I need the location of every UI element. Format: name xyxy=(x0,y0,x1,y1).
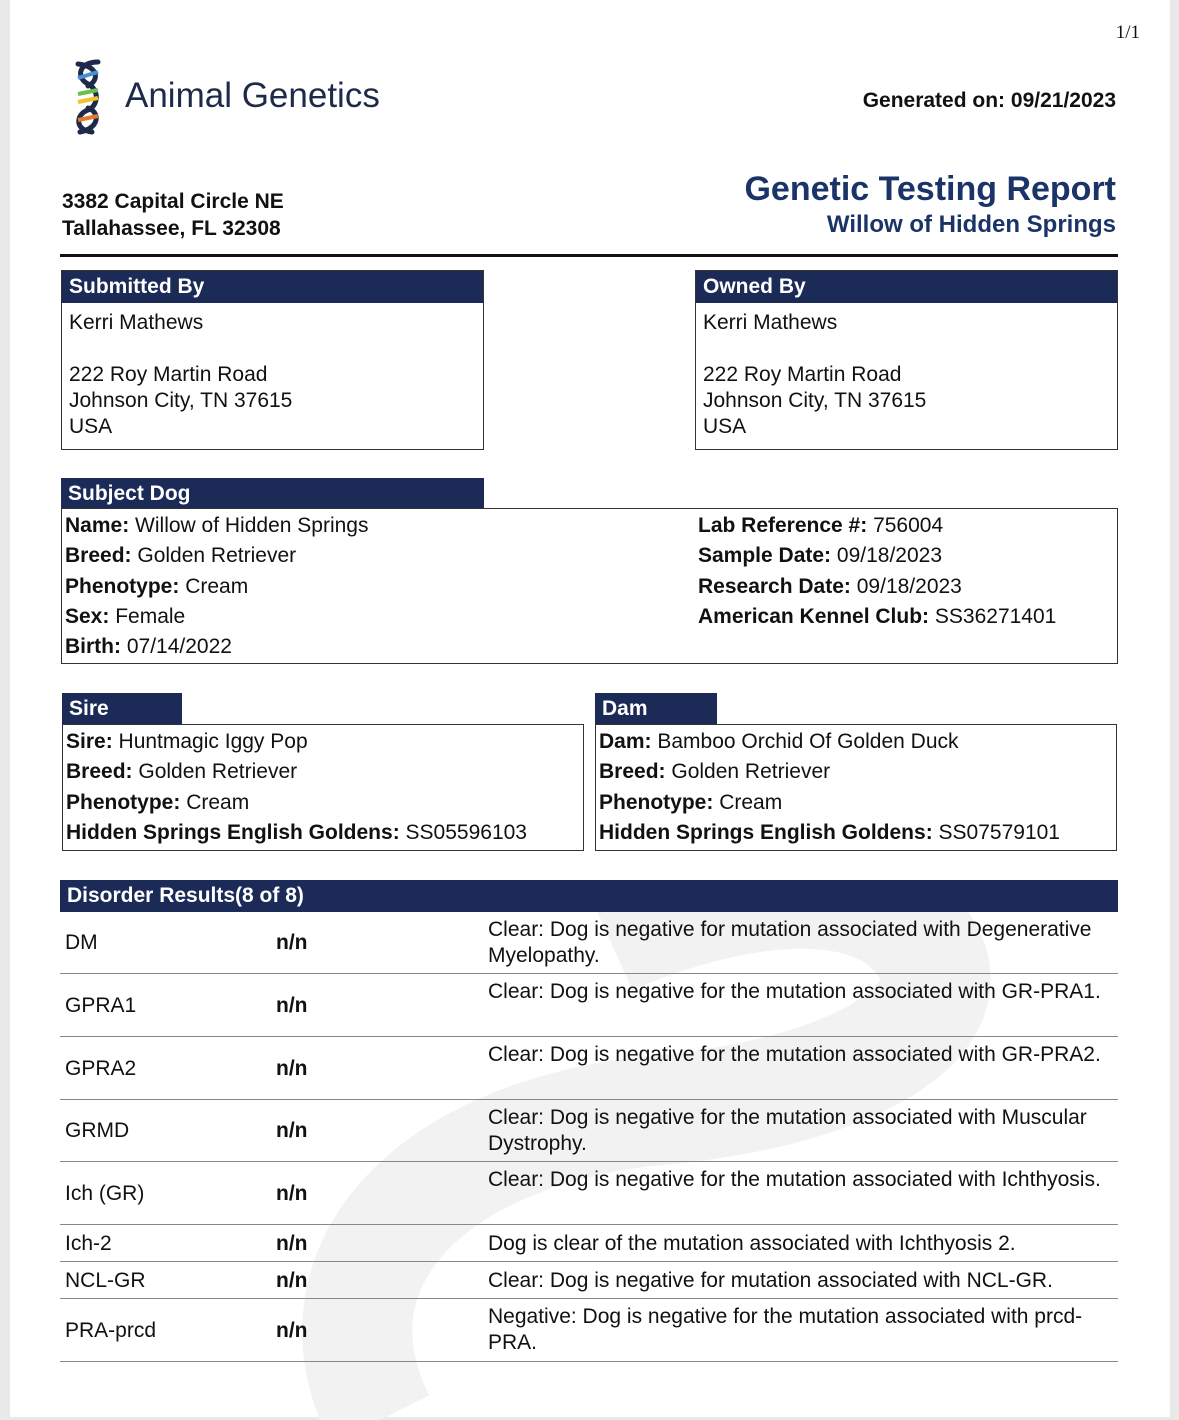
report-page xyxy=(10,0,1170,1417)
disorder-result: n/n xyxy=(276,931,308,954)
disorder-description: Clear: Dog is negative for the mutation associated with Muscular Dystrophy. xyxy=(488,1106,1087,1155)
disorder-row xyxy=(60,912,1118,974)
disorder-row xyxy=(60,1162,1118,1225)
address-line: Johnson City, TN 37615 xyxy=(69,389,293,412)
field-label: American Kennel Club: xyxy=(698,604,930,628)
subject-field xyxy=(65,605,185,629)
dam-header: Dam xyxy=(595,693,717,725)
report-subtitle: Willow of Hidden Springs xyxy=(826,211,1116,238)
field-value: Golden Retriever xyxy=(138,760,298,784)
disorder-result: n/n xyxy=(276,1318,308,1342)
sire-field xyxy=(66,821,527,845)
field-value: Willow of Hidden Springs xyxy=(135,514,369,537)
lab-address xyxy=(62,188,284,242)
submitted-by-header: Submitted By xyxy=(62,271,483,303)
sire-field xyxy=(66,730,308,754)
dna-logo-icon xyxy=(68,58,108,136)
disorder-name: Ich-2 xyxy=(65,1231,112,1255)
address-line: 222 Roy Martin Road xyxy=(69,363,268,386)
disorder-name: NCL-GR xyxy=(65,1268,146,1292)
address-line: Johnson City, TN 37615 xyxy=(703,389,927,412)
field-label: Breed: xyxy=(65,544,132,568)
field-label: Phenotype: xyxy=(65,574,180,598)
field-value: Golden Retriever xyxy=(671,760,831,784)
disorder-result: n/n xyxy=(276,1056,308,1080)
submitter-name: Kerri Mathews xyxy=(69,311,204,334)
disorder-description: Clear: Dog is negative for the mutation associated with GR-PRA2. xyxy=(488,1043,1101,1066)
disorder-row xyxy=(60,1037,1118,1100)
field-value: 09/18/2023 xyxy=(856,574,962,598)
divider xyxy=(60,254,1118,257)
sire-header: Sire xyxy=(62,693,182,725)
disorder-row xyxy=(60,1225,1118,1262)
disorder-description: Clear: Dog is negative for mutation associated with Degenerative Myelopathy. xyxy=(488,918,1092,967)
logo-text: Animal Genetics xyxy=(125,76,380,115)
disorder-row xyxy=(60,1100,1118,1162)
disorder-description: Clear: Dog is negative for mutation associated with NCL-GR. xyxy=(488,1268,1053,1292)
subject-dog-header: Subject Dog xyxy=(61,478,484,509)
owner-name: Kerri Mathews xyxy=(703,311,838,334)
disorder-description: Negative: Dog is negative for the mutation associated with prcd-PRA. xyxy=(488,1305,1083,1354)
field-label: Sample Date: xyxy=(698,544,832,568)
field-value: Cream xyxy=(719,790,783,814)
field-value: SS07579101 xyxy=(938,820,1060,844)
field-value: 07/14/2022 xyxy=(126,635,232,659)
field-value: Golden Retriever xyxy=(137,544,297,568)
disorder-name: GRMD xyxy=(65,1119,130,1142)
dam-field xyxy=(599,760,830,784)
disorder-result: n/n xyxy=(276,1119,308,1142)
disorder-name: GPRA2 xyxy=(65,1056,137,1080)
address-line: USA xyxy=(703,415,747,438)
report-heading xyxy=(744,170,1116,239)
field-value: SS36271401 xyxy=(934,604,1057,628)
field-value: Cream xyxy=(185,574,249,598)
disorder-result: n/n xyxy=(276,1231,308,1255)
field-label: Hidden Springs English Goldens: xyxy=(599,820,933,844)
report-title: Genetic Testing Report xyxy=(744,170,1116,208)
address-line: 3382 Capital Circle NE xyxy=(62,190,284,213)
subject-field xyxy=(698,544,942,568)
field-value: 09/18/2023 xyxy=(836,544,942,568)
subject-field xyxy=(65,514,368,538)
disorder-result: n/n xyxy=(276,993,308,1017)
subject-field xyxy=(65,544,296,568)
field-value: Female xyxy=(115,604,186,628)
field-label: Research Date: xyxy=(698,574,851,598)
disorder-name: GPRA1 xyxy=(65,993,137,1017)
subject-field xyxy=(698,514,943,538)
subject-field xyxy=(698,575,962,599)
subject-field xyxy=(65,575,248,599)
address-line: 222 Roy Martin Road xyxy=(703,363,902,386)
disorder-row xyxy=(60,1299,1118,1362)
sire-field xyxy=(66,760,297,784)
disorder-row xyxy=(60,974,1118,1037)
disorder-row xyxy=(60,1262,1118,1299)
generated-label: Generated on: xyxy=(862,89,1006,112)
disorder-name: Ich (GR) xyxy=(65,1181,145,1205)
field-label: Hidden Springs English Goldens: xyxy=(66,820,400,844)
owned-by-header: Owned By xyxy=(696,271,1117,303)
field-label: Breed: xyxy=(599,760,666,784)
dam-field xyxy=(599,791,782,815)
disorder-name: PRA-prcd xyxy=(65,1318,157,1342)
disorder-result: n/n xyxy=(276,1181,308,1205)
field-label: Name: xyxy=(65,514,130,537)
field-label: Birth: xyxy=(65,635,121,659)
field-label: Sire: xyxy=(66,730,113,753)
disorder-result: n/n xyxy=(276,1268,308,1292)
owned-by-box xyxy=(695,270,1118,450)
dam-field xyxy=(599,821,1060,845)
subject-field xyxy=(65,635,232,659)
disorder-description: Clear: Dog is negative for the mutation associated with Ichthyosis. xyxy=(488,1168,1101,1191)
field-value: 756004 xyxy=(873,514,944,537)
field-label: Phenotype: xyxy=(599,790,714,814)
field-value: SS05596103 xyxy=(405,820,527,844)
field-value: Bamboo Orchid Of Golden Duck xyxy=(657,730,959,753)
field-value: Huntmagic Iggy Pop xyxy=(118,730,308,753)
field-label: Sex: xyxy=(65,604,110,628)
generated-on xyxy=(863,89,1116,113)
disorder-results-header: Disorder Results(8 of 8) xyxy=(60,880,1118,912)
field-value: Cream xyxy=(186,790,250,814)
page-number: 1/1 xyxy=(1115,22,1140,43)
dam-field xyxy=(599,730,959,754)
disorder-name: DM xyxy=(65,931,98,954)
field-label: Phenotype: xyxy=(66,790,181,814)
generated-date: 09/21/2023 xyxy=(1010,89,1116,112)
disorder-description: Dog is clear of the mutation associated with Ichthyosis 2. xyxy=(488,1231,1016,1255)
subject-field xyxy=(698,605,1056,629)
sire-field xyxy=(66,791,249,815)
field-label: Lab Reference #: xyxy=(698,514,868,537)
disorder-description: Clear: Dog is negative for the mutation associated with GR-PRA1. xyxy=(488,980,1101,1003)
submitted-by-box xyxy=(61,270,484,450)
field-label: Dam: xyxy=(599,730,652,753)
address-line: USA xyxy=(69,415,113,438)
field-label: Breed: xyxy=(66,760,133,784)
address-line: Tallahassee, FL 32308 xyxy=(62,217,281,240)
